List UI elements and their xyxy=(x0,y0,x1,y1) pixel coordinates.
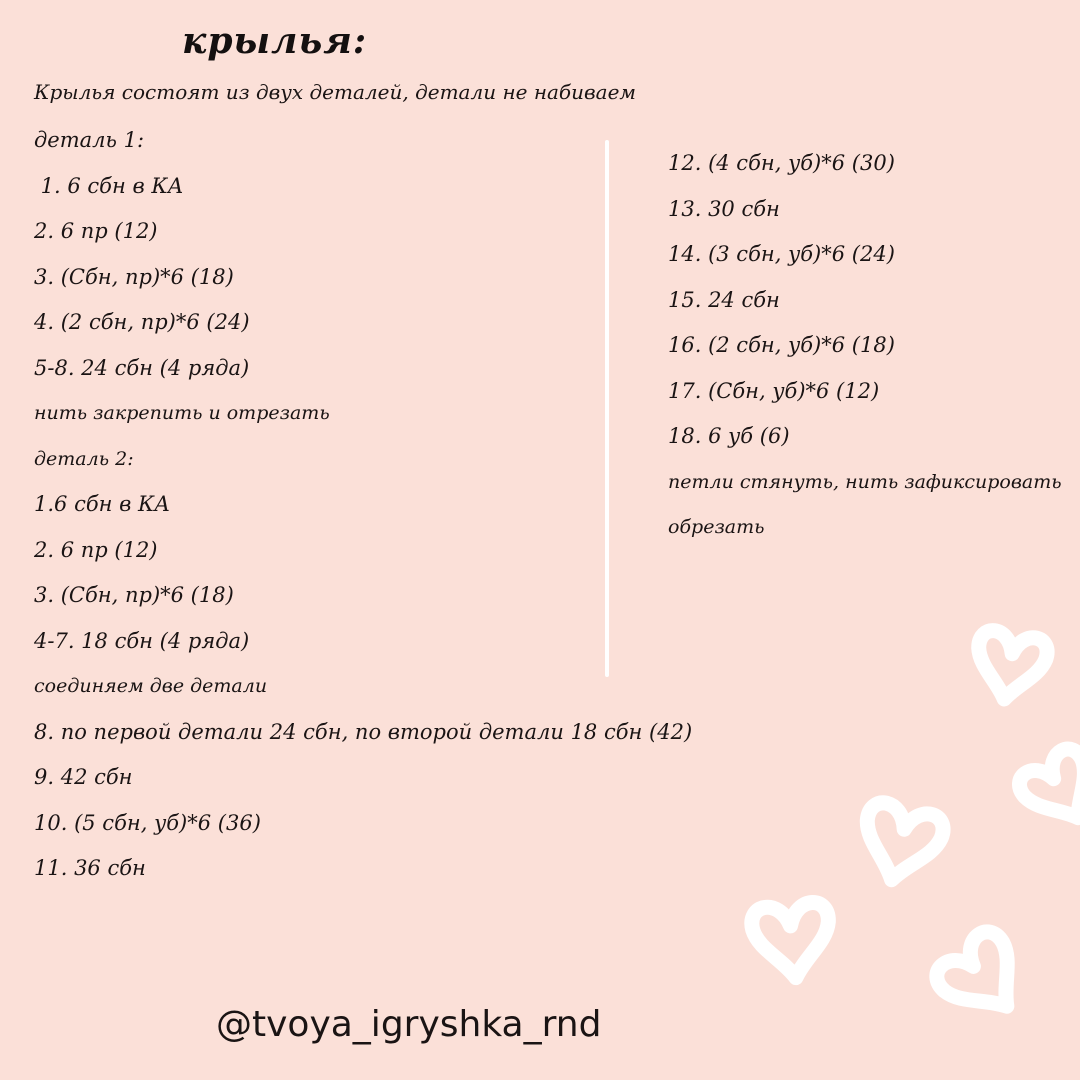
column-divider xyxy=(605,140,609,677)
instruction-row: 15. 24 сбн xyxy=(668,287,780,312)
instruction-note: нить закрепить и отрезать xyxy=(34,402,330,424)
heart-icon xyxy=(1014,744,1080,836)
instruction-row: 3. (Сбн, пр)*6 (18) xyxy=(34,583,234,607)
instruction-note: обрезать xyxy=(668,516,765,538)
instruction-row: 4. (2 сбн, пр)*6 (24) xyxy=(34,310,250,334)
instruction-row: 5-8. 24 сбн (4 ряда) xyxy=(34,355,250,380)
heart-icon xyxy=(931,926,1037,1031)
page-title: крылья: xyxy=(182,20,368,62)
instruction-row: 13. 30 сбн xyxy=(668,196,780,221)
heart-icon xyxy=(854,800,946,889)
left-column xyxy=(34,118,692,892)
instruction-row: 14. (3 сбн, уб)*6 (24) xyxy=(668,242,895,266)
intro-text: Крылья состоят из двух деталей, детали не набиваем xyxy=(34,80,636,104)
section-heading: деталь 2: xyxy=(34,447,134,470)
instruction-row: 9. 42 сбн xyxy=(34,765,133,789)
instruction-row: 4-7. 18 сбн (4 ряда) xyxy=(34,628,250,653)
author-handle: @tvoya_igryshka_rnd xyxy=(216,1004,602,1045)
heart-icon xyxy=(750,901,834,982)
instruction-note: соединяем две детали xyxy=(34,675,268,697)
instruction-row: 12. (4 сбн, уб)*6 (30) xyxy=(668,151,895,175)
section-heading: деталь 1: xyxy=(34,128,145,152)
instruction-row: 2. 6 пр (12) xyxy=(34,219,158,243)
instruction-row: 1. 6 сбн в КА xyxy=(34,173,184,198)
instruction-row: 10. (5 сбн, уб)*6 (36) xyxy=(34,810,261,835)
instruction-row: 18. 6 уб (6) xyxy=(668,424,790,448)
right-column xyxy=(668,141,1062,551)
instruction-row: 2. 6 пр (12) xyxy=(34,537,158,562)
instruction-row: 1.6 сбн в КА xyxy=(34,492,171,516)
heart-icon xyxy=(970,628,1049,704)
instruction-row: 11. 36 сбн xyxy=(34,856,146,880)
hearts-decoration xyxy=(740,600,1080,1080)
instruction-row: 3. (Сбн, пр)*6 (18) xyxy=(34,264,234,289)
instruction-row: 8. по первой детали 24 сбн, по второй детали 18 сбн (42) xyxy=(34,719,693,744)
instruction-row: 17. (Сбн, уб)*6 (12) xyxy=(668,378,880,403)
instruction-row: 16. (2 сбн, уб)*6 (18) xyxy=(668,333,895,357)
instruction-note: петли стянуть, нить зафиксировать xyxy=(668,470,1062,493)
